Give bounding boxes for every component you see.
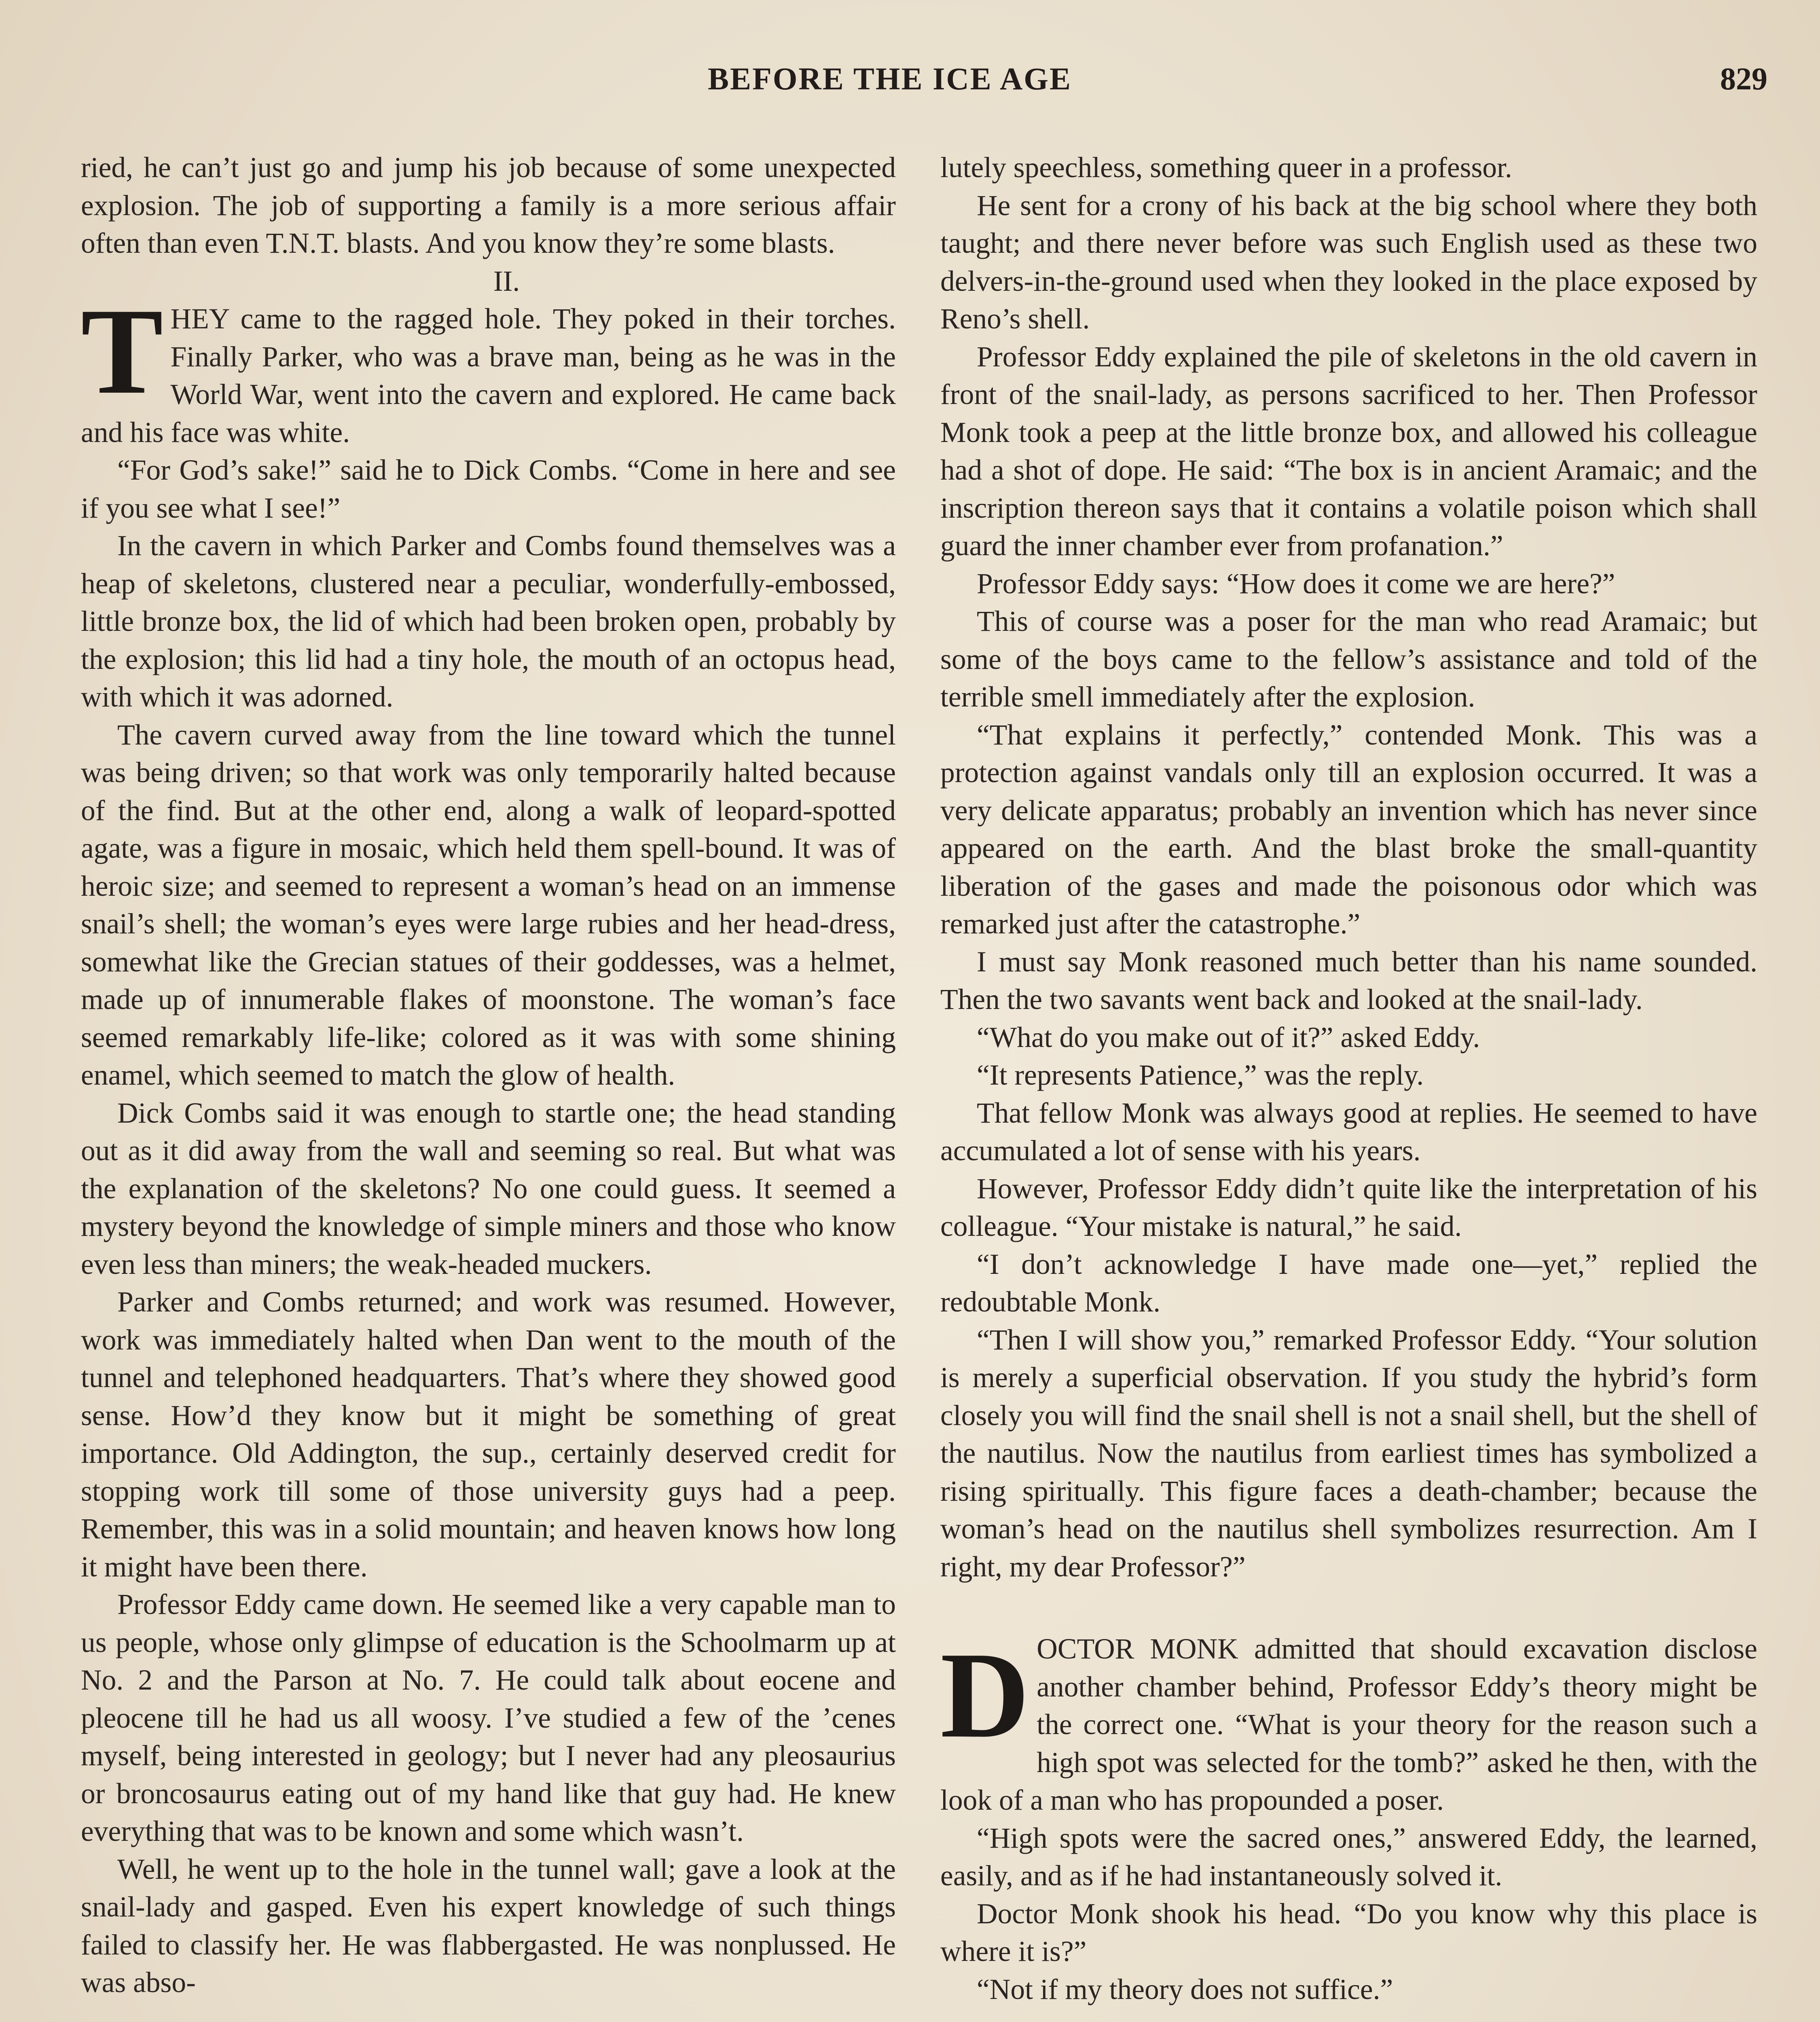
drop-cap: D: [940, 1626, 1030, 1763]
page-number: 829: [1720, 61, 1767, 96]
running-title: BEFORE THE ICE AGE: [708, 61, 1072, 96]
paragraph: Professor Eddy says: “How does it come we are here?”: [977, 567, 1615, 600]
paragraph-text: OCTOR MONK admitted that should excavation disclose another chamber behind, Professor Eddy’s theory might be the correct one. “What is your theory for the reason such a high spot was selected for the tomb?” asked he then, with the look of a man who has propounded a poser.: [940, 1633, 1757, 1816]
paragraph: He sent for a crony of his back at the big school where they both taught; and there never before was such English used as these two delvers-in-the-ground used when they looked in the place exposed by Reno’s shell.: [940, 189, 1757, 335]
paragraph: Well, he went up to the hole in the tunnel wall; gave a look at the snail-lady and gasped. Even his expert knowledge of such things failed to classify her. He was flabbergasted. He was nonplussed. He was abso-: [81, 1853, 896, 1999]
paragraph: “High spots were the sacred ones,” answered Eddy, the learned, easily, and as if he had instantaneously solved it.: [940, 1822, 1757, 1892]
paragraph: “Not if my theory does not suffice.”: [977, 1973, 1393, 2005]
paragraph: The cavern curved away from the line toward which the tunnel was being driven; so that work was only temporarily halted because of the find. But at the other end, along a walk of leopard-spotted agate, was a figure in mosaic, which held them spell-bound. It was of heroic size; and seemed to represent a woman’s head on an immense snail’s shell; the woman’s eyes were large rubies and her head-dress, somewhat like the Grecian statues of their goddesses, was a helmet, made up of innumerable flakes of moonstone. The woman’s face seemed remarkably life-like; colored as it was with some shining enamel, which seemed to match the glow of health.: [81, 719, 896, 1091]
paragraph: “That explains it perfectly,” contended Monk. This was a protection against vandals only till an explosion occurred. It was a very delicate apparatus; probably an invention which has never since appeared on the earth. And the blast broke the small-quantity liberation of the gases and made the poisonous odor which was remarked just after the catastrophe.”: [940, 719, 1757, 940]
paragraph: “What do you make out of it?” asked Eddy.: [977, 1021, 1480, 1053]
paragraph: “Then I will show you,” remarked Professor Eddy. “Your solution is merely a superficial observation. If you study the hybrid’s form closely you will find the snail shell is not a snail shell, but the shell of the nautilus. Now the nautilus from earliest times has symbolized a rising spiritually. This figure faces a death-chamber; because the woman’s head on the nautilus shell symbolizes resurrection. Am I right, my dear Professor?”: [940, 1324, 1757, 1583]
right-column: [940, 149, 1757, 2008]
paragraph: However, Professor Eddy didn’t quite like the interpretation of his colleague. “Your mistake is natural,” he said.: [940, 1172, 1757, 1242]
left-column: [81, 149, 896, 2002]
section-number: II.: [493, 265, 520, 297]
paragraph: Professor Eddy came down. He seemed like a very capable man to us people, whose only glimpse of education is the Schoolmarm up at No. 2 and the Parson at No. 7. He could talk about eocene and pleocene till he had us all woosy. I’ve studied a few of the ’cenes myself, being interested in geology; but I never had any pleosaurius or broncosaurus eating out of my hand like that guy had. He knew everything that was to be known and some which wasn’t.: [81, 1588, 896, 1847]
paragraph-dropcap: [940, 1626, 1757, 1819]
paragraph: “I don’t acknowledge I have made one—yet,” replied the redoubtable Monk.: [940, 1248, 1757, 1318]
paragraph: Professor Eddy explained the pile of skeletons in the old cavern in front of the snail-lady, as persons sacrificed to her. Then Professor Monk took a peep at the little bronze box, and allowed his colleague had a shot of dope. He said: “The box is in ancient Aramaic; and the inscription thereon says that it contains a volatile poison which shall guard the inner chamber ever from profanation.”: [940, 341, 1757, 562]
paragraph: lutely speechless, something queer in a professor.: [940, 152, 1512, 184]
paragraph: In the cavern in which Parker and Combs found themselves was a heap of skeletons, clustered near a peculiar, wonderfully-embossed, little bronze box, the lid of which had been broken open, probably by the explosion; this lid had a tiny hole, the mouth of an octopus head, with which it was adorned.: [81, 530, 896, 713]
paragraph: I must say Monk reasoned much better than his name sounded. Then the two savants went back and looked at the snail-lady.: [940, 945, 1757, 1015]
paragraph-dropcap: [81, 283, 896, 451]
paragraph: Parker and Combs returned; and work was resumed. However, work was immediately halted when Dan went to the mouth of the tunnel and telephoned headquarters. That’s where they showed good sense. How’d they know but it might be something of great importance. Old Addington, the sup., certainly deserved credit for stopping work till some of those university guys had a peep. Remember, this was in a solid mountain; and heaven knows how long it might have been there.: [81, 1286, 896, 1583]
paragraph-text: HEY came to the ragged hole. They poked in their torches. Finally Parker, who was a brave man, being as he was in the World War, went into the cavern and explored. He came back and his face was white.: [81, 303, 896, 448]
paragraph: That fellow Monk was always good at replies. He seemed to have accumulated a lot of sense with his years.: [940, 1097, 1757, 1167]
paragraph: Dick Combs said it was enough to startle one; the head standing out as it did away from the wall and seeming so real. But what was the explanation of the skeletons? No one could guess. It seemed a mystery beyond the knowledge of simple miners and those who know even less than miners; the weak-headed muckers.: [81, 1097, 896, 1280]
paragraph: ried, he can’t just go and jump his job because of some unexpected explosion. The job of supporting a family is a more serious affair often than even T.N.T. blasts. And you know they’re some blasts.: [81, 152, 896, 259]
paragraph: “For God’s sake!” said he to Dick Combs. “Come in here and see if you see what I see!”: [81, 454, 896, 524]
drop-cap: T: [81, 283, 163, 419]
paragraph: Doctor Monk shook his head. “Do you know why this place is where it is?”: [940, 1897, 1757, 1967]
paragraph: This of course was a poser for the man who read Aramaic; but some of the boys came to the fellow’s assistance and told of the terrible smell immediately after the explosion.: [940, 605, 1757, 713]
paragraph: “It represents Patience,” was the reply.: [977, 1059, 1424, 1091]
